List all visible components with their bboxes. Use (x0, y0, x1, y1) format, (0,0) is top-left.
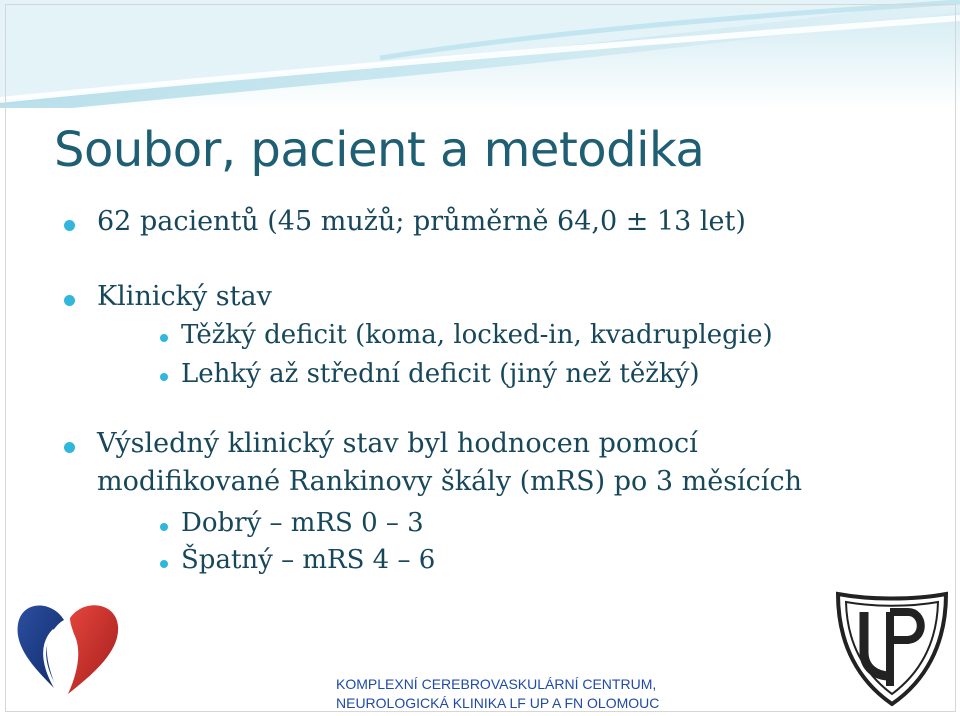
sub-bullet-dot (160, 334, 168, 342)
heart-logo-icon (12, 596, 124, 700)
sub-bullet-bad: Špatný – mRS 4 – 6 (181, 545, 436, 575)
bullet-dot (64, 295, 75, 306)
bullet-dot (64, 442, 75, 453)
footer-line2: NEUROLOGICKÁ KLINIKA LF UP A FN OLOMOUC (336, 695, 660, 711)
sub-bullet-mild-deficit: Lehký až střední deficit (jiný než těžký) (181, 359, 700, 389)
bullet-outcome-line2: modifikované Rankinovy škály (mRS) po 3 měsících (97, 466, 802, 497)
sub-bullet-dot (160, 373, 168, 381)
sub-bullet-severe-deficit: Těžký deficit (koma, locked-in, kvadruplegie) (181, 320, 773, 350)
header-wave-decoration (0, 0, 960, 110)
sub-bullet-dot (160, 560, 168, 568)
footer-line1: KOMPLEXNÍ CEREBROVASKULÁRNÍ CENTRUM, (336, 676, 657, 692)
slide-title: Soubor, pacient a metodika (54, 122, 705, 178)
bullet-clinical-state: Klinický stav (97, 281, 272, 312)
bullet-dot (64, 220, 75, 231)
sub-bullet-good: Dobrý – mRS 0 – 3 (181, 508, 424, 538)
bullet-outcome-line1: Výsledný klinický stav byl hodnocen pomocí (97, 428, 698, 459)
slide-frame (5, 4, 956, 712)
up-shield-logo-icon (830, 586, 954, 710)
bullet-patients: 62 pacientů (45 mužů; průměrně 64,0 ± 13 let) (97, 206, 746, 237)
sub-bullet-dot (160, 523, 168, 531)
